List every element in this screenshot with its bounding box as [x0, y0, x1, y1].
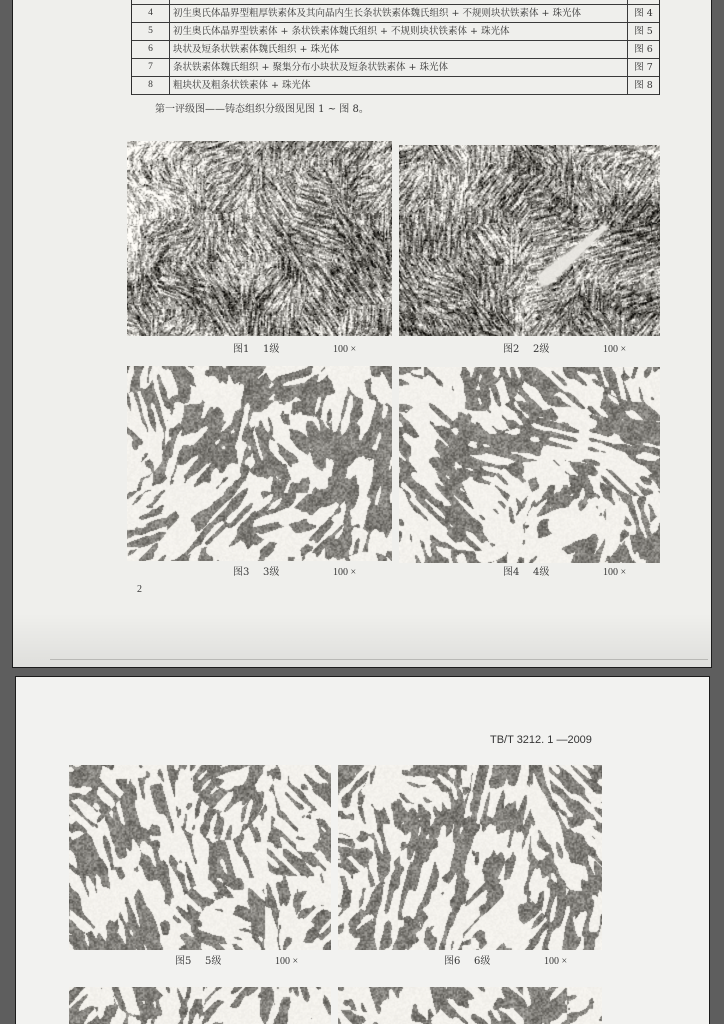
structure-description: 初生奥氏体晶界型铁素体 + 条状铁素体魏氏组织 + 不规则块状铁素体 + 珠光体 [170, 23, 628, 40]
grade-number: 8 [132, 77, 170, 94]
structure-description: 条状铁素体魏氏组织 + 聚集分布小块状及短条状铁素体 + 珠光体 [170, 59, 628, 76]
micrograph-fig7 [69, 987, 331, 1024]
figure-magnification: 100 × [333, 567, 357, 578]
scan-edge-line [50, 659, 708, 660]
table-row [132, 23, 659, 41]
document-page-1 [12, 0, 712, 668]
figure-reference: 图 4 [634, 8, 653, 19]
figure-caption [233, 343, 383, 357]
figure-grade: 6级 [474, 956, 491, 967]
micrograph-fig6 [338, 765, 602, 950]
micrograph-fig8 [338, 987, 602, 1024]
table-cell [170, 0, 628, 4]
micrograph-fig4 [399, 367, 660, 563]
intro-paragraph: 第一评级图——铸态组织分级图见图 1 ~ 图 8。 [155, 104, 369, 115]
figure-label: 图3 [233, 567, 250, 578]
figure-magnification: 100 × [544, 956, 568, 967]
table-row [132, 5, 659, 23]
table-row [132, 77, 659, 95]
figure-grade: 3级 [263, 567, 280, 578]
figure-caption [503, 343, 653, 357]
figure-label: 图1 [233, 344, 250, 355]
table-cell [132, 0, 170, 4]
figure-label: 图6 [444, 956, 461, 967]
grade-description-table [131, 0, 660, 95]
figure-caption [233, 566, 383, 580]
figure-grade: 2级 [533, 344, 550, 355]
figure-caption [444, 955, 594, 969]
figure-label: 图5 [175, 956, 192, 967]
structure-description: 初生奥氏体晶界型粗厚铁素体及其向晶内生长条状铁素体魏氏组织 + 不规则块状铁素体 + 珠光体 [170, 5, 628, 22]
figure-grade: 1级 [263, 344, 280, 355]
structure-description: 块状及短条状铁素体魏氏组织 + 珠光体 [170, 41, 628, 58]
figure-label: 图2 [503, 344, 520, 355]
micrograph-fig3 [127, 366, 392, 561]
table-row [132, 59, 659, 77]
figure-reference: 图 5 [634, 26, 653, 37]
structure-description: 粗块状及粗条状铁素体 + 珠光体 [170, 77, 628, 94]
figure-magnification: 100 × [275, 956, 299, 967]
figure-reference: 图 7 [634, 62, 653, 73]
grade-number: 4 [132, 5, 170, 22]
micrograph-fig2 [399, 145, 660, 336]
figure-grade: 4级 [533, 567, 550, 578]
figure-grade: 5级 [205, 956, 222, 967]
figure-reference: 图 6 [634, 44, 653, 55]
page-number: 2 [137, 584, 142, 595]
figure-caption [175, 955, 325, 969]
micrograph-fig1 [127, 141, 392, 336]
table-cell [628, 0, 659, 4]
figure-label: 图4 [503, 567, 520, 578]
document-page-2 [15, 676, 710, 1024]
standard-number-header: TB/T 3212. 1 —2009 [490, 734, 592, 746]
grade-number: 7 [132, 59, 170, 76]
figure-magnification: 100 × [603, 344, 627, 355]
figure-magnification: 100 × [603, 567, 627, 578]
micrograph-fig5 [69, 765, 331, 950]
table-row [132, 41, 659, 59]
grade-number: 5 [132, 23, 170, 40]
figure-magnification: 100 × [333, 344, 357, 355]
grade-number: 6 [132, 41, 170, 58]
figure-caption [503, 566, 653, 580]
figure-reference: 图 8 [634, 80, 653, 91]
